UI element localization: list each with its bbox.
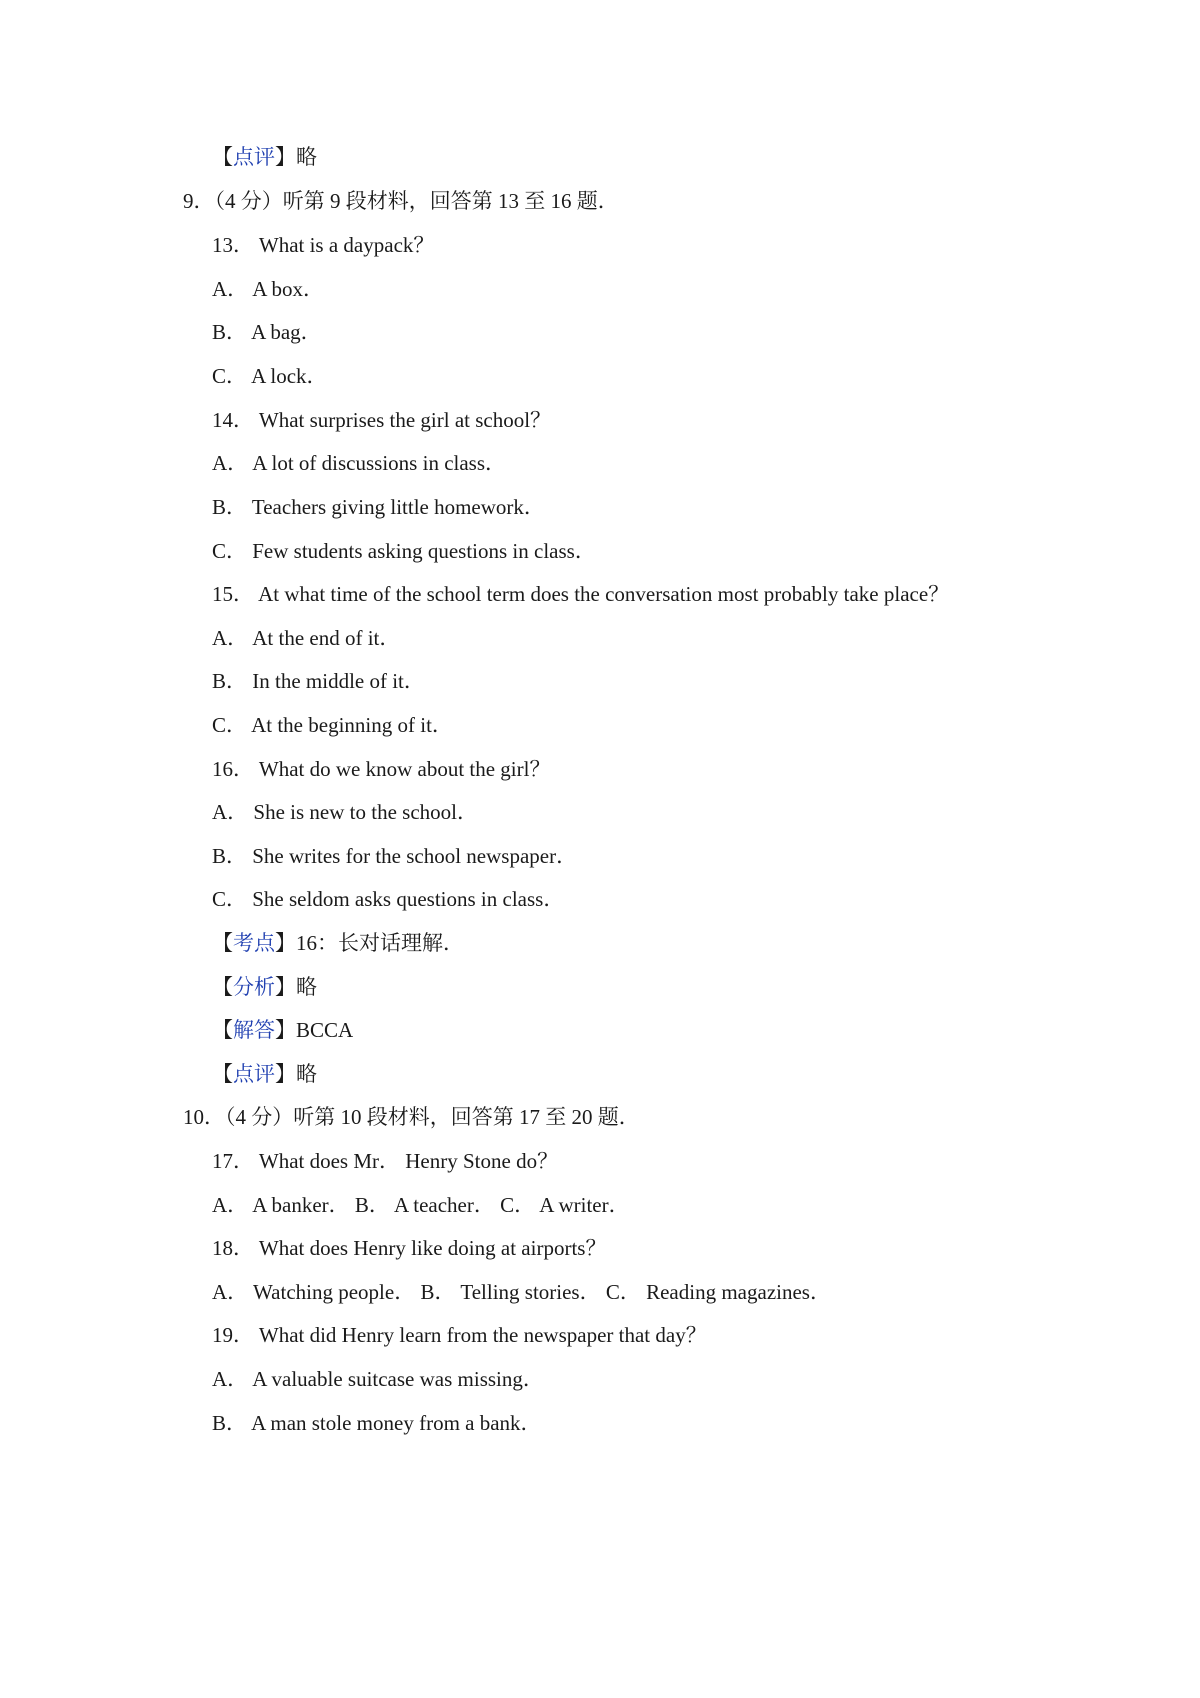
question-16-option-a: A． She is new to the school． [212, 800, 478, 824]
question-14-stem: 14． What surprises the girl at school？ [212, 408, 552, 432]
note-kaodian: 【考点】16：长对话理解． [212, 931, 464, 955]
note-jieda: 【解答】BCCA [212, 1018, 354, 1042]
question-15-stem: 15． At what time of the school term does the conversation most probably take place？ [212, 582, 950, 606]
question-17-options: A． A banker． B． A teacher． C． A writer． [212, 1193, 630, 1217]
note-fenxi-text: 略 [296, 975, 317, 999]
question-16-option-c: C． She seldom asks questions in class． [212, 887, 565, 911]
question-13-option-c: C． A lock． [212, 364, 328, 388]
question-14-option-b: B． Teachers giving little homework． [212, 495, 545, 519]
question-17-stem: 17． What does Mr． Henry Stone do？ [212, 1149, 559, 1173]
comment-tag: 点评 [233, 145, 275, 169]
question-15-option-c: C． At the beginning of it． [212, 713, 453, 737]
question-10-header: 10．（4 分）听第 10 段材料，回答第 17 至 20 题． [183, 1105, 640, 1129]
question-14-option-a: A． A lot of discussions in class． [212, 451, 507, 475]
question-13-option-a: A． A box． [212, 277, 325, 301]
question-13-option-b: B． A bag． [212, 320, 322, 344]
note-dianping-tag: 点评 [233, 1062, 275, 1086]
note-dianping-text: 略 [296, 1062, 317, 1086]
note-jieda-text: BCCA [296, 1018, 354, 1042]
question-18-stem: 18． What does Henry like doing at airports？ [212, 1236, 607, 1260]
note-dianping: 【点评】略 [212, 1062, 317, 1086]
note-kaodian-text: 16：长对话理解． [296, 931, 464, 955]
question-16-option-b: B． She writes for the school newspaper． [212, 844, 578, 868]
question-16-stem: 16． What do we know about the girl？ [212, 757, 551, 781]
note-jieda-tag: 解答 [233, 1018, 275, 1042]
question-9-header: 9．（4 分）听第 9 段材料，回答第 13 至 16 题． [183, 189, 619, 213]
note-kaodian-tag: 考点 [233, 931, 275, 955]
question-15-option-b: B． In the middle of it． [212, 669, 425, 693]
note-fenxi: 【分析】略 [212, 975, 317, 999]
question-18-options: A． Watching people． B． Telling stories． C． Reading magazines． [212, 1280, 831, 1304]
comment-text: 略 [296, 145, 317, 169]
note-fenxi-tag: 分析 [233, 975, 275, 999]
question-14-option-c: C． Few students asking questions in class． [212, 539, 596, 563]
question-15-option-a: A． At the end of it． [212, 626, 401, 650]
question-19-stem: 19． What did Henry learn from the newspaper that day？ [212, 1323, 707, 1347]
question-13-stem: 13． What is a daypack？ [212, 233, 435, 257]
comment-line: 【点评】略 [212, 145, 317, 169]
question-19-option-b: B． A man stole money from a bank． [212, 1411, 542, 1435]
question-19-option-a: A． A valuable suitcase was missing． [212, 1367, 544, 1391]
